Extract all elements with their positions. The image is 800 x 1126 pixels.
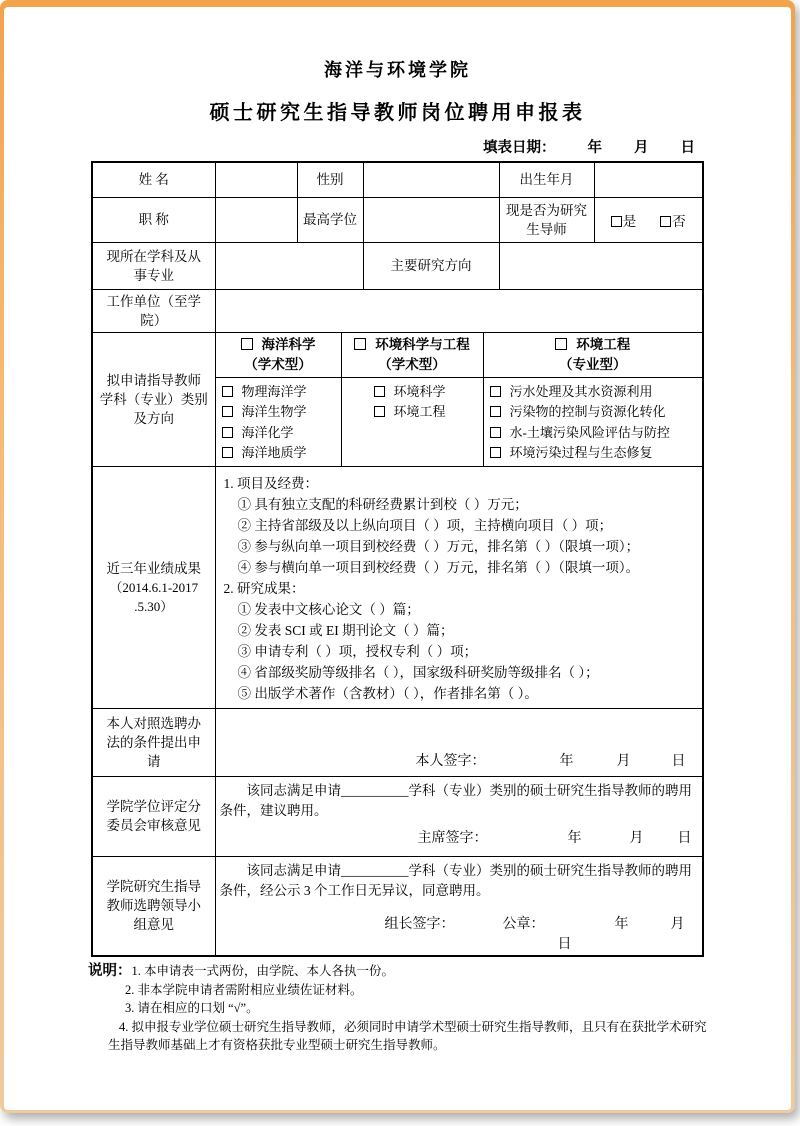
checkbox-icon[interactable]: [490, 406, 501, 417]
group-ocean-science-header: 海洋科学 （学术型）: [215, 332, 341, 377]
day-label: 日: [677, 830, 692, 846]
checkbox-icon[interactable]: [222, 427, 233, 438]
leading-group-content[interactable]: [215, 856, 703, 956]
self-sign-label: 本人签字：: [415, 753, 486, 769]
apply-category-label: 拟申请指导教师 学科（专业）类别 及方向: [92, 332, 215, 466]
checkbox-icon[interactable]: [222, 386, 233, 397]
option-environmental-engineering[interactable]: 环境工程: [374, 402, 481, 423]
supervisor-label: 现是否为研究生导师: [499, 197, 594, 242]
leader-sign-label: 组长签字：: [384, 916, 455, 932]
option-marine-biology[interactable]: 海洋生物学: [222, 402, 339, 423]
yes-checkbox-icon[interactable]: [611, 216, 622, 227]
env-eng-checkbox-icon[interactable]: [555, 338, 567, 350]
supervisor-no-option[interactable]: 否: [660, 210, 686, 230]
day-label: 日: [671, 753, 686, 769]
day-label: 日: [557, 936, 572, 952]
checkbox-icon[interactable]: [490, 427, 501, 438]
leading-group-opinion-text: 该同志满足申请__________学科（专业）类别的硕士研究生指导教师的聘用条件，经公示 3 个工作日无异议，同意聘用。: [219, 862, 692, 898]
notes-section: [88, 962, 748, 1055]
seal-label: 公章：: [502, 916, 545, 932]
option-marine-chemistry[interactable]: 海洋化学: [222, 423, 339, 444]
research-direction-label: 主要研究方向: [363, 242, 499, 289]
work-unit-field[interactable]: [215, 289, 703, 332]
checkbox-icon[interactable]: [490, 386, 501, 397]
achievements-label: 近三年业绩成果 （2014.6.1-2017 .5.30）: [92, 466, 215, 708]
year-label: 年: [614, 916, 629, 932]
degree-field[interactable]: [363, 197, 499, 242]
option-pollutant-control[interactable]: 污染物的控制与资源化转化: [490, 402, 701, 423]
committee-label: 学院学位评定分 委员会审核意见: [92, 776, 215, 856]
group-env-sci-eng-header: 环境科学与工程 （学术型）: [341, 332, 483, 377]
achievements-content[interactable]: 1. 项目及经费： ① 具有独立支配的科研经费累计到校（ ）万元； ② 主持省部级及以上纵向项目（ ）项，主持横向项目（ ）项； ③ 参与纵向单一项目到校经费（ ）万元，排名第（ ）（限填一项）； ④ 参与横向单一项目到校经费（ ）万元，排名第（ ）（限填一项）。 2. 研究成果： ① 发表中文核心论文（ ）篇； ② 发表 SCI 或 EI 期刊论文（ ）篇； ③ 申请专利（ ）项，授权专利（ ）项； ④ 省部级奖励等级排名（ ），国家级科研奖励等级排名（ ）； ⑤ 出版学术著作（含教材）（ ），作者排名第（ ）。: [215, 466, 703, 708]
note-item-4: 4. 拟申报专业学位硕士研究生指导教师，必须同时申请学术型硕士研究生指导教师，且只有在获批学术研究生指导教师基础上才有资格获批专业型硕士研究生指导教师。: [108, 1019, 707, 1052]
note-item-1: 1. 本申请表一式两份，由学院、本人各执一份。: [131, 964, 395, 978]
checkbox-icon[interactable]: [490, 447, 501, 458]
checkbox-icon[interactable]: [222, 406, 233, 417]
group-env-eng-header: 环境工程 （专业型）: [483, 332, 703, 377]
document-page: [4, 7, 791, 1110]
birth-label: 出生年月: [499, 162, 594, 197]
option-physical-oceanography[interactable]: 物理海洋学: [222, 382, 339, 403]
discipline-label: 现所在学科及从 事专业: [92, 242, 215, 289]
title-field[interactable]: [215, 197, 297, 242]
option-eco-remediation[interactable]: 环境污染过程与生态修复: [490, 443, 701, 464]
note-line-1: [88, 962, 748, 981]
month-label: 月: [629, 830, 644, 846]
work-unit-label: 工作单位（至学 院）: [92, 289, 215, 332]
option-water-soil-risk[interactable]: 水-土壤污染风险评估与防控: [490, 423, 701, 444]
committee-opinion-text: 该同志满足申请__________学科（专业）类别的硕士研究生指导教师的聘用条件，建议聘用。: [219, 782, 692, 818]
name-label: 姓 名: [92, 162, 215, 197]
fill-date-year-label: 年: [587, 140, 602, 156]
env-eng-options: [483, 377, 703, 466]
fill-date-month-label: 月: [634, 140, 649, 156]
option-environmental-science[interactable]: 环境科学: [374, 382, 481, 403]
env-sci-eng-options: [341, 377, 483, 466]
research-direction-field[interactable]: [499, 242, 703, 289]
name-field[interactable]: [215, 162, 297, 197]
month-label: 月: [670, 916, 685, 932]
ocean-science-checkbox-icon[interactable]: [241, 338, 253, 350]
discipline-field[interactable]: [215, 242, 363, 289]
fill-date-row: [92, 136, 703, 157]
option-sewage-treatment[interactable]: 污水处理及其水资源利用: [490, 382, 701, 403]
checkbox-icon[interactable]: [222, 447, 233, 458]
degree-label: 最高学位: [297, 197, 363, 242]
note-item-2: 2. 非本学院申请者需附相应业绩佐证材料。: [125, 982, 363, 997]
fill-date-day-label: 日: [680, 140, 695, 156]
college-name: 海洋与环境学院: [324, 60, 471, 80]
checkbox-icon[interactable]: [374, 406, 385, 417]
year-label: 年: [559, 753, 574, 769]
committee-content[interactable]: [215, 776, 703, 856]
fill-date-label: 填表日期：: [483, 140, 556, 156]
checkbox-icon[interactable]: [374, 386, 385, 397]
gender-field[interactable]: [363, 162, 499, 197]
gender-label: 性别: [297, 162, 363, 197]
env-sci-eng-checkbox-icon[interactable]: [354, 338, 366, 350]
note-item-3: 3. 请在相应的口划 “√”。: [125, 1001, 259, 1015]
ocean-science-options: [215, 377, 341, 466]
self-apply-label: 本人对照选聘办 法的条件提出申 请: [92, 708, 215, 776]
no-checkbox-icon[interactable]: [660, 216, 671, 227]
month-label: 月: [616, 753, 631, 769]
chair-sign-label: 主席签字：: [417, 830, 488, 846]
form-title: 硕士研究生指导教师岗位聘用申报表: [209, 102, 586, 124]
birth-field[interactable]: [594, 162, 703, 197]
year-label: 年: [567, 830, 582, 846]
notes-label: 说明：: [88, 963, 132, 979]
option-marine-geology[interactable]: 海洋地质学: [222, 443, 339, 464]
supervisor-yes-option[interactable]: 是: [611, 210, 637, 230]
leading-group-label: 学院研究生指导 教师选聘领导小 组意见: [92, 856, 215, 956]
self-apply-content[interactable]: [215, 708, 703, 776]
title-label: 职 称: [92, 197, 215, 242]
application-form-table: [91, 161, 704, 957]
supervisor-options: [594, 197, 703, 242]
